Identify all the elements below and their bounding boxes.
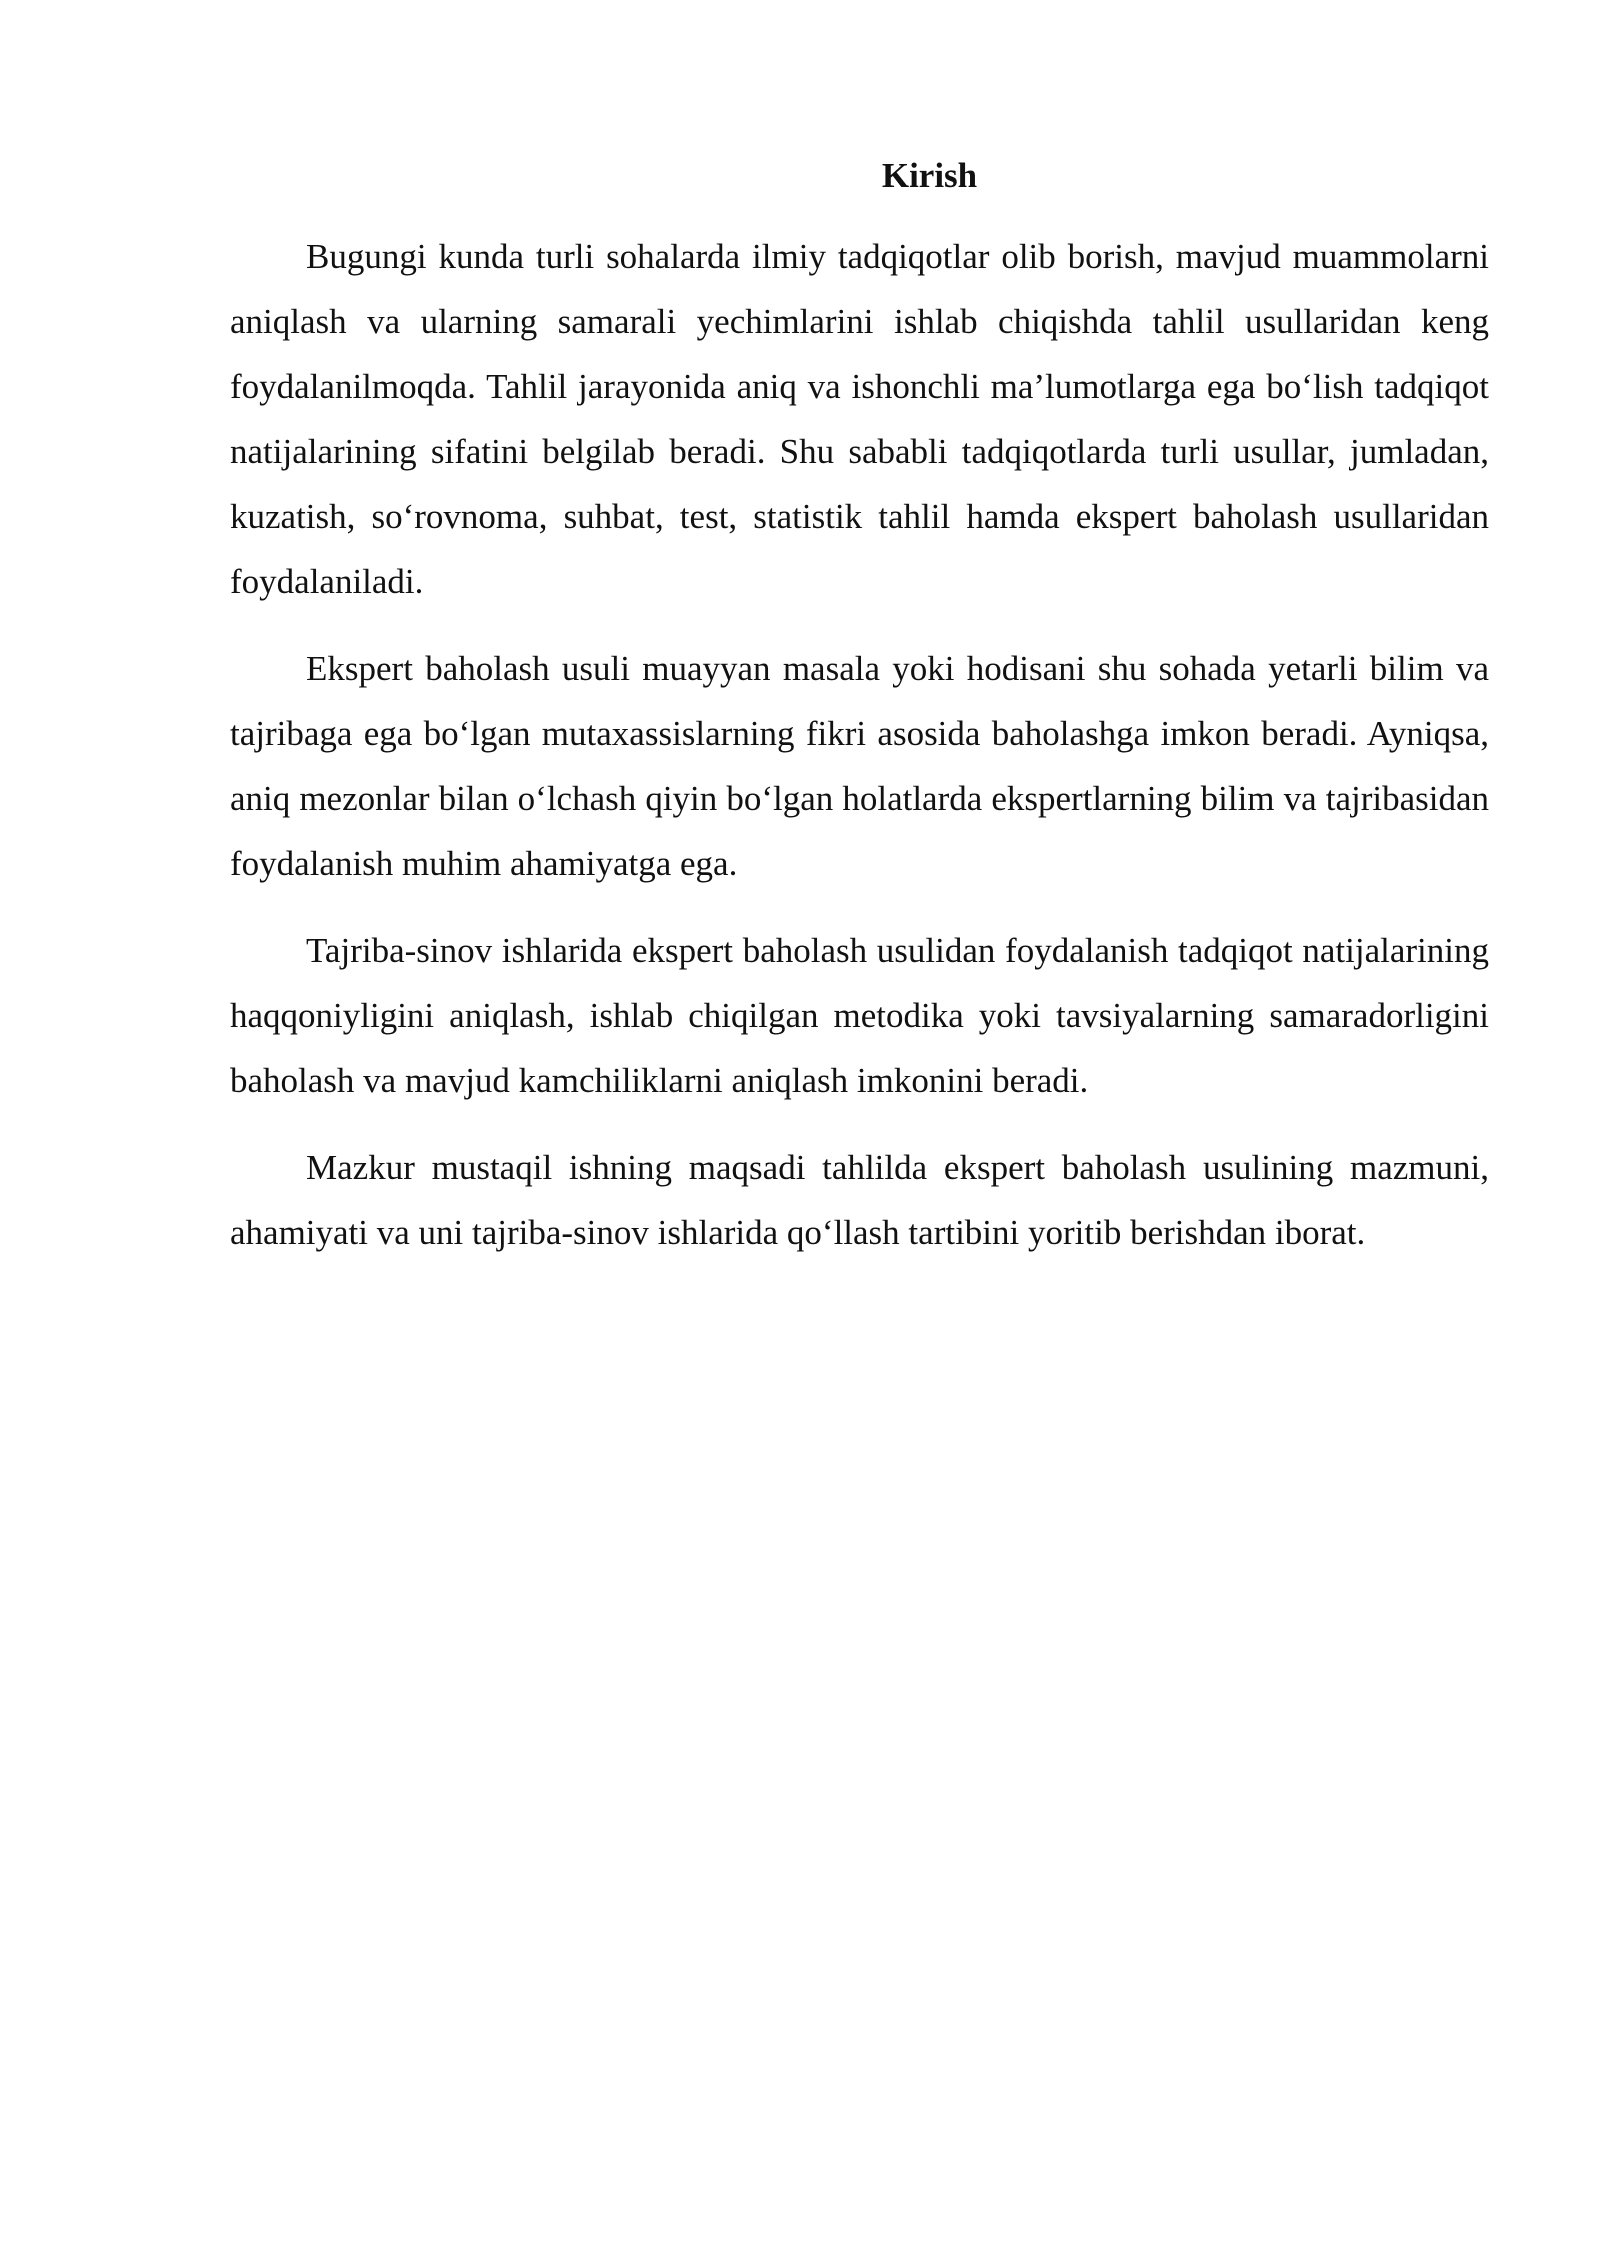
paragraph-3: Tajriba-sinov ishlarida ekspert baholash usulidan foydalanish tadqiqot natijalarining haqqoniyligini aniqlash, ishlab chiqilgan metodika yoki tavsiyalarning samaradorligini baholash va mavjud kamchiliklarni aniqlash imkonini beradi. xyxy=(230,931,1489,1100)
section-title: Kirish xyxy=(881,156,978,195)
paragraph-1: Bugungi kunda turli sohalarda ilmiy tadqiqotlar olib borish, mavjud muammolarni aniqlash va ularning samarali yechimlarini ishlab chiqishda tahlil usullaridan keng foydalanilmoqda. Tahlil jarayonida aniq va ishonchli ma’lumotlarga ega bo‘lish tadqiqot natijalarining sifatini belgilab beradi. Shu sababli tadqiqotlarda turli usullar, jumladan, kuzatish, so‘rovnoma, suhbat, test, statistik tahlil hamda ekspert baholash usullaridan foydalaniladi. xyxy=(230,237,1489,601)
paragraph-2: Ekspert baholash usuli muayyan masala yoki hodisani shu sohada yetarli bilim va tajribaga ega bo‘lgan mutaxassislarning fikri asosida baholashga imkon beradi. Ayniqsa, aniq mezonlar bilan o‘lchash qiyin bo‘lgan holatlarda ekspertlarning bilim va tajribasidan foydalanish muhim ahamiyatga ega. xyxy=(230,649,1489,883)
document-body xyxy=(230,148,1489,1287)
paragraph-4: Mazkur mustaqil ishning maqsadi tahlilda ekspert baholash usulining mazmuni, ahamiyati va uni tajriba-sinov ishlarida qo‘llash tartibini yoritib berishdan iborat. xyxy=(230,1148,1489,1252)
